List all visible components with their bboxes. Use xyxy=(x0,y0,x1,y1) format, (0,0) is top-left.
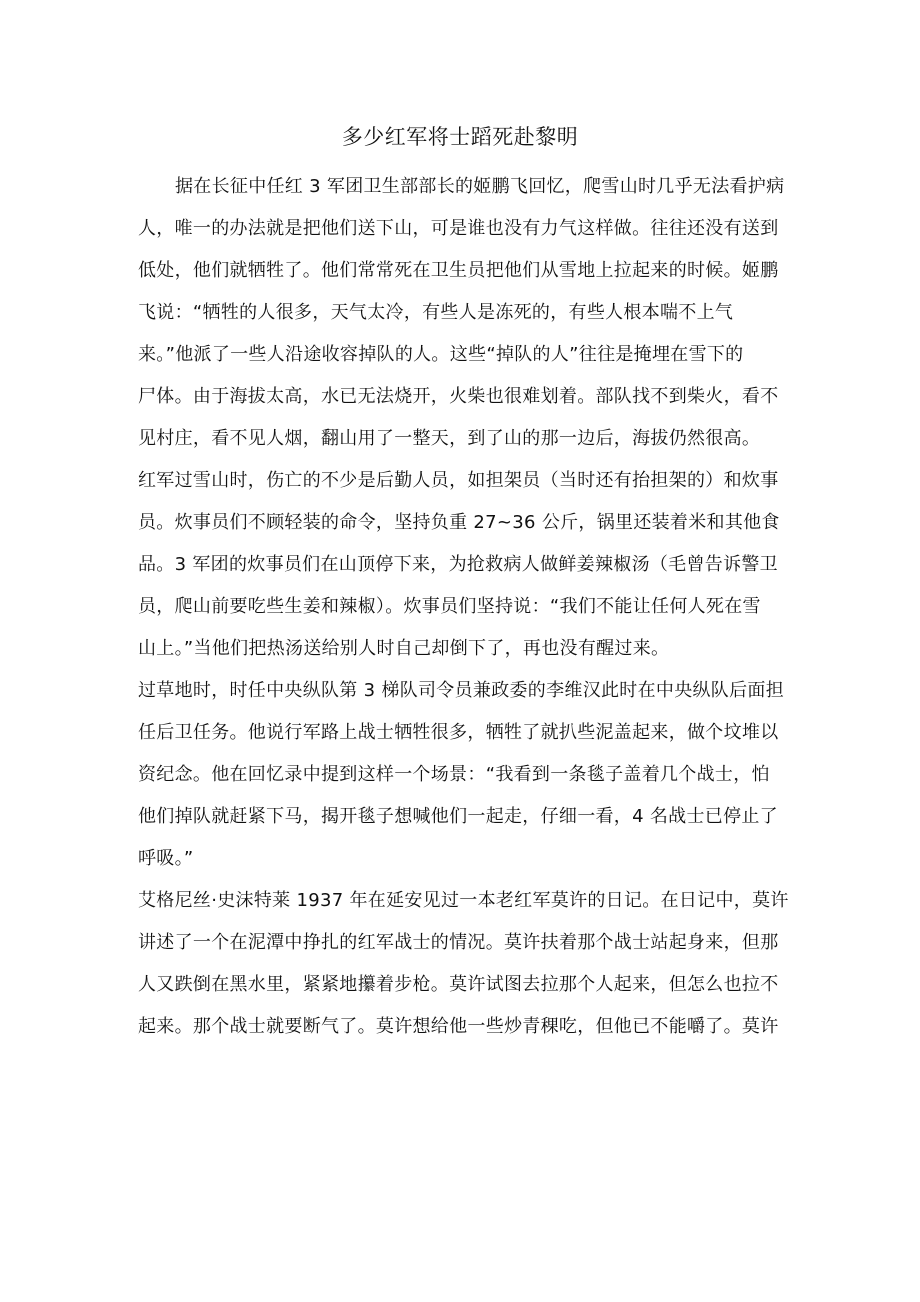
text-line: 山上。”当他们把热汤送给别人时自己却倒下了，再也没有醒过来。 xyxy=(138,638,670,659)
text-line: 来。”他派了一些人沿途收容掉队的人。这些“掉队的人”往往是掩埋在雪下的 xyxy=(138,344,744,365)
text-line: 讲述了一个在泥潭中挣扎的红军战士的情况。莫许扶着那个战士站起身来，但那 xyxy=(138,932,779,953)
text-line: 过草地时，时任中央纵队第 3 梯队司令员兼政委的李维汉此时在中央纵队后面担 xyxy=(138,680,784,701)
text-line: 据在长征中任红 3 军团卫生部部长的姬鹏飞回忆，爬雪山时几乎无法看护病 xyxy=(175,176,785,197)
text-line: 任后卫任务。他说行军路上战士牺牲很多，牺牲了就扒些泥盖起来，做个坟堆以 xyxy=(138,722,779,743)
document-title: 多少红军将士蹈死赴黎明 xyxy=(341,125,579,149)
text-line: 员，爬山前要吃些生姜和辣椒）。炊事员们坚持说：“我们不能让任何人死在雪 xyxy=(138,596,761,617)
document-body xyxy=(138,166,789,1048)
text-line: 资纪念。他在回忆录中提到这样一个场景：“我看到一条毯子盖着几个战士，怕 xyxy=(138,764,770,785)
text-line: 红军过雪山时，伤亡的不少是后勤人员，如担架员（当时还有抬担架的）和炊事 xyxy=(138,470,779,491)
text-line: 飞说：“牺牲的人很多，天气太冷，有些人是冻死的，有些人根本喘不上气 xyxy=(138,302,734,323)
text-line: 员。炊事员们不顾轻装的命令，坚持负重 27~36 公斤，锅里还装着米和其他食 xyxy=(138,512,780,533)
text-line: 他们掉队就赶紧下马，揭开毯子想喊他们一起走，仔细一看，4 名战士已停止了 xyxy=(138,806,778,827)
text-line: 人，唯一的办法就是把他们送下山，可是谁也没有力气这样做。往往还没有送到 xyxy=(138,218,779,239)
text-line: 见村庄，看不见人烟，翻山用了一整天，到了山的那一边后，海拔仍然很高。 xyxy=(138,428,761,449)
text-line: 起来。那个战士就要断气了。莫许想给他一些炒青稞吃，但他已不能嚼了。莫许 xyxy=(138,1016,779,1037)
text-line: 品。3 军团的炊事员们在山顶停下来，为抢救病人做鲜姜辣椒汤（毛曾告诉警卫 xyxy=(138,554,778,575)
text-line: 尸体。由于海拔太高，水已无法烧开，火柴也很难划着。部队找不到柴火，看不 xyxy=(138,386,779,407)
text-line: 呼吸。” xyxy=(138,848,194,869)
text-line: 低处，他们就牺牲了。他们常常死在卫生员把他们从雪地上拉起来的时候。姬鹏 xyxy=(138,260,779,281)
text-line: 艾格尼丝·史沫特莱 1937 年在延安见过一本老红军莫许的日记。在日记中，莫许 xyxy=(138,890,789,911)
text-line: 人又跌倒在黑水里，紧紧地攥着步枪。莫许试图去拉那个人起来，但怎么也拉不 xyxy=(138,974,779,995)
